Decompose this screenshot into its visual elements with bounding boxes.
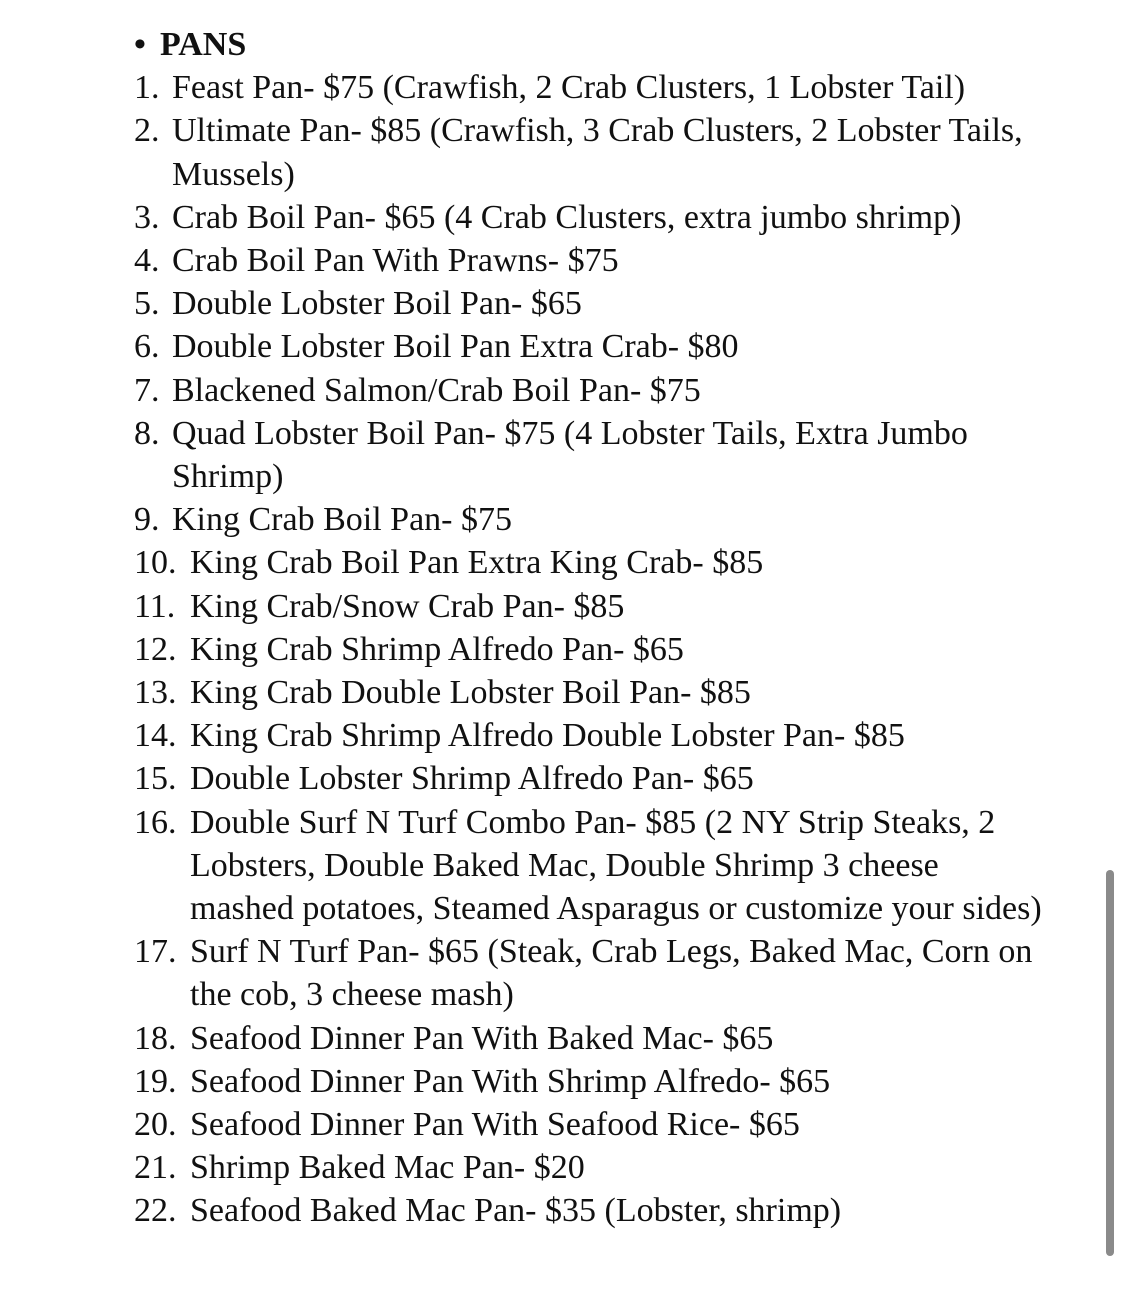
list-item [134, 930, 1044, 1016]
item-text: King Crab Shrimp Alfredo Pan- $65 [190, 630, 684, 668]
item-number: 1. [134, 69, 160, 107]
item-text: Double Surf N Turf Combo Pan- $85 (2 NY Strip Steaks, 2 Lobsters, Double Baked Mac, Double Shrimp 3 cheese mashed potatoes, Steamed Asparagus or customize your sides) [190, 803, 1042, 928]
item-text: Double Lobster Shrimp Alfredo Pan- $65 [190, 760, 754, 798]
list-item [134, 282, 1044, 325]
list-item [134, 412, 1044, 498]
item-text: Seafood Dinner Pan With Seafood Rice- $65 [190, 1106, 800, 1144]
item-text: Double Lobster Boil Pan- $65 [172, 285, 582, 323]
item-number: 11. [134, 587, 176, 625]
item-text: Feast Pan- $75 (Crawfish, 2 Crab Clusters, 1 Lobster Tail) [172, 69, 966, 107]
list-item [134, 714, 1044, 757]
list-item [134, 109, 1044, 195]
item-text: King Crab Shrimp Alfredo Double Lobster Pan- $85 [190, 717, 905, 755]
item-text: King Crab Boil Pan- $75 [172, 501, 512, 539]
item-number: 8. [134, 414, 160, 452]
item-number: 13. [134, 674, 177, 712]
item-number: 7. [134, 371, 160, 409]
list-item [134, 369, 1044, 412]
section-title: PANS [160, 26, 247, 63]
menu-list [134, 66, 1044, 1232]
item-number: 3. [134, 198, 160, 236]
scrollbar-thumb[interactable] [1106, 870, 1114, 1256]
item-number: 17. [134, 933, 177, 971]
list-item [134, 801, 1044, 931]
item-number: 9. [134, 501, 160, 539]
item-number: 10. [134, 544, 177, 582]
item-text: Crab Boil Pan- $65 (4 Crab Clusters, extra jumbo shrimp) [172, 198, 962, 236]
item-text: Seafood Dinner Pan With Baked Mac- $65 [190, 1019, 774, 1057]
list-item [134, 1060, 1044, 1103]
item-number: 14. [134, 717, 177, 755]
item-text: King Crab Double Lobster Boil Pan- $85 [190, 674, 751, 712]
list-item [134, 66, 1044, 109]
item-text: Seafood Baked Mac Pan- $35 (Lobster, shrimp) [190, 1192, 842, 1230]
item-text: Blackened Salmon/Crab Boil Pan- $75 [172, 371, 701, 409]
list-item [134, 585, 1044, 628]
list-item [134, 239, 1044, 282]
list-item [134, 628, 1044, 671]
list-item [134, 757, 1044, 800]
item-number: 18. [134, 1019, 177, 1057]
list-item [134, 498, 1044, 541]
item-text: King Crab Boil Pan Extra King Crab- $85 [190, 544, 764, 582]
item-number: 16. [134, 803, 177, 841]
item-text: Shrimp Baked Mac Pan- $20 [190, 1149, 585, 1187]
item-text: King Crab/Snow Crab Pan- $85 [190, 587, 625, 625]
item-number: 4. [134, 242, 160, 280]
list-item [134, 671, 1044, 714]
list-item [134, 325, 1044, 368]
item-text: Ultimate Pan- $85 (Crawfish, 3 Crab Clusters, 2 Lobster Tails, Mussels) [172, 112, 1023, 193]
item-number: 15. [134, 760, 177, 798]
item-number: 19. [134, 1062, 177, 1100]
bullet-icon: • [134, 26, 146, 63]
item-number: 5. [134, 285, 160, 323]
item-number: 12. [134, 630, 177, 668]
item-number: 6. [134, 328, 160, 366]
menu-document [134, 23, 1044, 1233]
item-text: Crab Boil Pan With Prawns- $75 [172, 242, 619, 280]
item-number: 22. [134, 1192, 177, 1230]
section-heading [134, 23, 1044, 66]
list-item [134, 1146, 1044, 1189]
item-text: Seafood Dinner Pan With Shrimp Alfredo- $65 [190, 1062, 831, 1100]
item-text: Quad Lobster Boil Pan- $75 (4 Lobster Tails, Extra Jumbo Shrimp) [172, 414, 968, 496]
item-number: 20. [134, 1106, 177, 1144]
list-item [134, 1103, 1044, 1146]
item-text: Double Lobster Boil Pan Extra Crab- $80 [172, 328, 739, 366]
list-item [134, 1017, 1044, 1060]
item-number: 2. [134, 112, 160, 150]
item-text: Surf N Turf Pan- $65 (Steak, Crab Legs, Baked Mac, Corn on the cob, 3 cheese mash) [190, 933, 1033, 1014]
list-item [134, 541, 1044, 584]
list-item [134, 1189, 1044, 1232]
list-item [134, 196, 1044, 239]
item-number: 21. [134, 1149, 177, 1187]
